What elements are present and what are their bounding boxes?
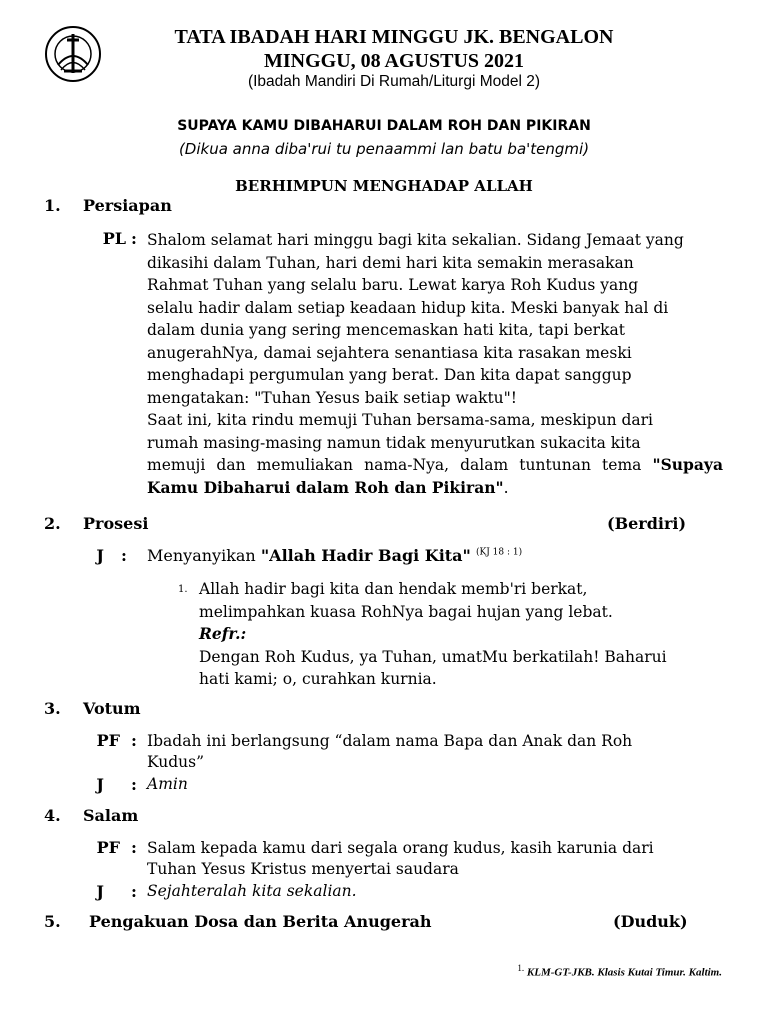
footnote-number: 1. (517, 963, 525, 973)
refrain-line: Dengan Roh Kudus, ya Tuhan, umatMu berkatilah! Baharui (199, 647, 667, 666)
section-number: 5. (44, 912, 61, 931)
section-title-votum: Votum (83, 699, 141, 718)
text-line: mengatakan: "Tuhan Yesus baik setiap waktu"! (147, 388, 518, 407)
response-text: Amin (147, 775, 188, 793)
page-date: MINGGU, 08 AGUSTUS 2021 (263, 50, 525, 72)
section-title-prosesi: Prosesi (83, 514, 149, 533)
text-line: Kudus” (147, 753, 205, 771)
text-line: Tuhan Yesus Kristus menyertai saudara (147, 860, 459, 878)
page-footer (420, 963, 722, 979)
persiapan-text (147, 229, 723, 499)
role-colon: : (131, 229, 137, 248)
role-label: PL (102, 229, 126, 248)
role-label: J (96, 882, 104, 901)
section-title-persiapan: Persiapan (83, 196, 172, 215)
church-logo (44, 25, 102, 83)
part-heading: BERHIMPUN MENGHADAP ALLAH (235, 177, 533, 195)
text-line: Ibadah ini berlangsung “dalam nama Bapa dan Anak dan Roh (147, 732, 633, 750)
section-number: 2. (44, 514, 61, 533)
verse-line: melimpahkan kuasa RohNya bagai hujan yang lebat. (199, 602, 613, 621)
posture-label: (Berdiri) (607, 514, 687, 533)
role-label: J (96, 546, 104, 565)
role-colon: : (131, 731, 137, 750)
song-reference: (KJ 18 : 1) (475, 547, 523, 558)
text-line: Saat ini, kita rindu memuji Tuhan bersama-sama, meskipun dari (147, 411, 654, 429)
response-text: Sejahteralah kita sekalian. (147, 882, 357, 900)
role-colon: : (131, 775, 137, 794)
role-colon: : (131, 882, 137, 901)
text-line: dalam dunia yang sering mencemaskan hati kita, tapi berkat (147, 321, 625, 339)
refrain-line: hati kami; o, curahkan kurnia. (199, 670, 437, 688)
verse-line: Allah hadir bagi kita dan hendak memb'ri berkat, (199, 580, 588, 598)
text-line: anugerahNya, damai sejahtera senantiasa kita rasakan meski (147, 343, 632, 362)
page-title: TATA IBADAH HARI MINGGU JK. BENGALON (174, 26, 614, 48)
theme-quote-start: "Supaya (652, 455, 723, 474)
text-line (147, 477, 723, 500)
role-label: J (96, 775, 104, 794)
church-seal-icon (44, 25, 102, 83)
text-line: selalu hadir dalam setiap keadaan hidup kita. Meski banyak hal di (147, 298, 669, 317)
theme-title: SUPAYA KAMU DIBAHARUI DALAM ROH DAN PIKIRAN (177, 118, 591, 134)
role-label: PF (96, 838, 120, 857)
text-line: Shalom selamat hari minggu bagi kita sekalian. Sidang Jemaat yang (147, 231, 684, 249)
role-label: PF (96, 731, 120, 750)
text-line: Salam kepada kamu dari segala orang kudus, kasih karunia dari (147, 839, 654, 857)
text-line: Rahmat Tuhan yang selalu baru. Lewat karya Roh Kudus yang (147, 276, 639, 294)
section-number: 4. (44, 806, 61, 825)
section-number: 3. (44, 699, 61, 718)
song-verse (199, 578, 729, 691)
votum-text (147, 731, 723, 773)
page-subtitle: (Ibadah Mandiri Di Rumah/Liturgi Model 2) (247, 73, 541, 90)
section-number: 1. (44, 196, 61, 215)
song-line (147, 546, 522, 565)
text-line: menghadapi pergumulan yang berat. Dan kita dapat sanggup (147, 366, 632, 384)
text-fragment: . (503, 478, 509, 497)
verse-number: 1. (178, 584, 188, 595)
theme-translation: (Dikua anna diba'rui tu penaammi lan batu ba'tengmi) (178, 140, 590, 158)
text-fragment: Menyanyikan (147, 546, 261, 565)
role-colon: : (131, 838, 137, 857)
section-title-pengakuan-dosa: Pengakuan Dosa dan Berita Anugerah (89, 912, 432, 931)
text-line: rumah masing-masing namun tidak menyurutkan sukacita kita (147, 433, 641, 452)
text-fragment: memuji dan memuliakan nama-Nya, dalam tuntunan tema (147, 456, 642, 474)
posture-label: (Duduk) (613, 912, 688, 931)
section-title-salam: Salam (83, 806, 139, 825)
text-line (147, 454, 723, 477)
song-title: "Allah Hadir Bagi Kita" (260, 546, 471, 565)
role-colon: : (121, 546, 127, 565)
footer-text: KLM-GT-JKB. Klasis Kutai Timur. Kaltim. (526, 966, 722, 979)
text-line: dikasihi dalam Tuhan, hari demi hari kita semakin merasakan (147, 253, 634, 272)
refrain-label: Refr.: (199, 624, 247, 643)
salam-text (147, 838, 723, 880)
theme-quote-end: Kamu Dibaharui dalam Roh dan Pikiran" (147, 477, 504, 497)
